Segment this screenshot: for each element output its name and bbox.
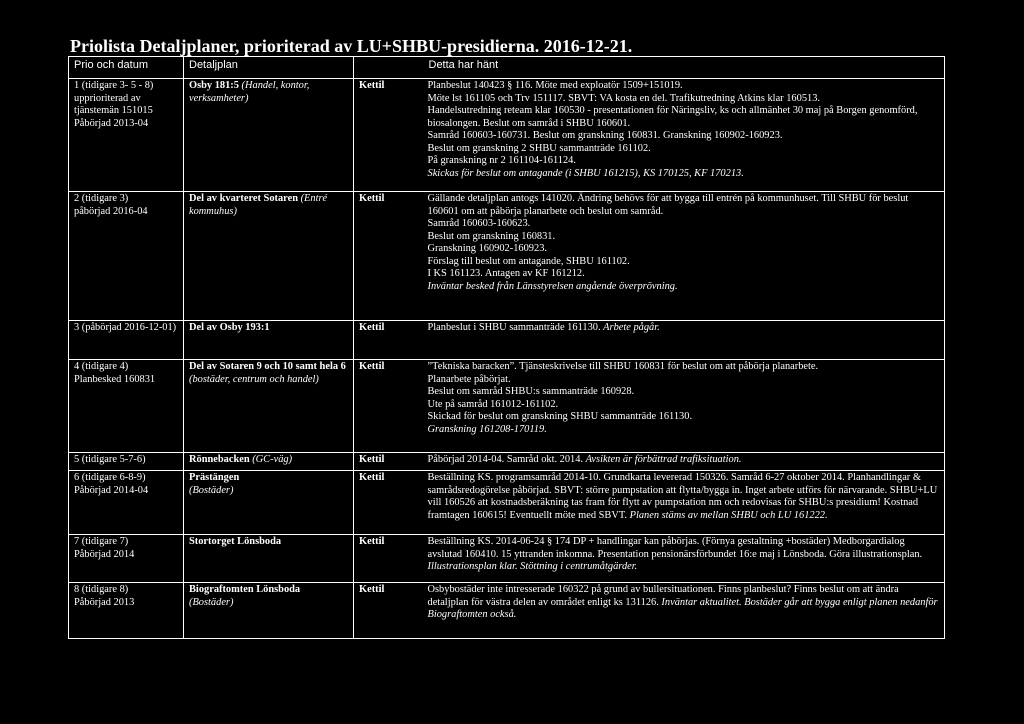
event-line: Skickad för beslut om granskning SHBU sammanträde 161130. [427,411,693,422]
event-text: Osbybostäder inte intresserade 160322 på grund av bullersituationen. Finns planbeslut? Finns beslut om att ändra detaljplan för västra delen av området enligt ks 131126. [427,584,899,608]
table-row [69,192,945,321]
event-line: Planarbete påbörjat. [427,373,511,385]
events-cell [424,583,945,639]
plan-note: (Entré kommuhus) [189,193,328,217]
plan-name: Stortorget Lönsboda [189,536,282,547]
plan-cell [184,79,354,192]
prio-cell [69,192,184,321]
event-line: Beslut om granskning 2 SHBU sammanträde 161102. [427,142,651,154]
events-cell [424,471,945,535]
plan-cell [184,535,354,583]
event-line: Möte lst 161105 och Trv 151117. SBVT: VA kosta en del. Trafikutredning Atkins klar 160513. [427,92,821,104]
prio-line: 5 (tidigare 5-7-6) [74,454,146,465]
event-text: Beställning KS. 2014-06-24 § 174 DP + handlingar kan påbörjas. (Förnya gestaltning +bostäder) Medborgardialog avslutad 160410. 15 yttranden inkomna. Presentation pensionärsförbundet 16:e maj i Lönsboda. Göra illustrationsplan. [427,536,923,560]
header-events: Detta har hänt [424,57,945,79]
events-cell [424,79,945,192]
table-row [69,535,945,583]
event-line: ”Tekniska baracken”. Tjänsteskrivelse till SHBU 160831 för beslut om att påbörja planarbete. [427,361,819,372]
plan-name: Del av kvarteret Sotaren [189,193,298,204]
table-row [69,583,945,639]
event-status: Avsikten är förbättrad trafiksituation. [585,454,742,465]
event-line: Gällande detaljplan antogs 141020. Ändring behövs för att bygga till entrén på kommunhuset. Till SHBU för beslut 160601 om att påbörja planarbete och beslut om samråd. [427,193,909,217]
plan-cell [184,583,354,639]
header-author [354,57,424,79]
event-status: Inväntar aktualitet. Bostäder går att bygga enligt planen nedanför Biograftomten också. [427,596,938,620]
author-cell: Kettil [354,192,424,321]
event-line: Beslut om samråd SHBU:s sammanträde 160928. [427,386,635,397]
plan-name: Osby 181:5 [189,80,239,91]
events-cell [424,453,945,471]
plan-name: Prästängen [189,472,240,483]
events-cell [424,192,945,321]
prio-cell [69,471,184,535]
event-line: Beslut om granskning 160831. [427,230,556,242]
event-line: Samråd 160603-160731. Beslut om granskning 160831. Granskning 160902-160923. [427,130,783,141]
table-row [69,360,945,453]
prio-line: Påbörjad 2013-04 [74,117,149,129]
plan-name: Del av Osby 193:1 [189,322,270,333]
plan-note: (Bostäder) [189,596,234,608]
events-cell [424,321,945,360]
event-line: Granskning 161208-170119. [427,423,547,435]
event-line: Inväntar besked från Länsstyrelsen angående överprövning. [427,280,678,292]
prio-line: 6 (tidigare 6-8-9) [74,472,146,483]
author-cell: Kettil [354,360,424,453]
event-line: Skickas för beslut om antagande (i SHBU 161215), KS 170125, KF 170213. [427,167,744,179]
author-cell: Kettil [354,583,424,639]
event-text: Påbörjad 2014-04. Samråd okt. 2014. [427,454,586,465]
plan-note: (Handel, kontor, verksamheter) [189,80,310,104]
event-status: Illustrationsplan klar. Stöttning i centrumåtgärder. [427,561,638,572]
plan-cell [184,321,354,360]
table-row [69,471,945,535]
prio-line: Påbörjad 2014 [74,548,135,560]
page-title: Priolista Detaljplaner, prioriterad av LU+SHBU-presidierna. 2016-12-21. [70,36,633,56]
prio-line: Planbesked 160831 [74,373,156,385]
event-line: Handelsutredning reteam klar 160530 - presentationen för Näringsliv, ks och allmänhet 30 maj på Borgen genomförd, biosalongen. Beslut om samråd i SHBU 160601. [427,105,918,129]
plan-cell [184,471,354,535]
event-line: Granskning 160902-160923. [427,243,547,254]
prio-cell [69,453,184,471]
event-text: Planbeslut i SHBU sammanträde 161130. [427,322,604,333]
prio-cell [69,321,184,360]
plan-cell [184,453,354,471]
plan-name: Rönnebacken [189,454,250,465]
header-prio: Prio och datum [69,57,184,79]
prio-cell [69,535,184,583]
author-cell: Kettil [354,453,424,471]
table-row [69,79,945,192]
event-line: På granskning nr 2 161104-161124. [427,155,576,166]
prio-line: 8 (tidigare 8) [74,584,129,595]
prio-line: upprioriterad av [74,92,141,104]
event-line: Samråd 160603-160623. [427,218,531,229]
event-line: Ute på samråd 161012-161102. [427,398,559,410]
prio-line: 4 (tidigare 4) [74,361,129,372]
prio-line: Påbörjad 2014-04 [74,484,149,496]
prio-cell [69,360,184,453]
author-cell: Kettil [354,79,424,192]
author-cell: Kettil [354,321,424,360]
header-row [69,57,945,79]
prio-line: 2 (tidigare 3) [74,193,129,204]
event-text: Beställning KS. programsamråd 2014-10. Grundkarta levererad 150326. Samråd 6-27 oktober 2014. Planhandlingar & samrådsredogörelse påbörjad. SBVT: större pumpstation att flytta/bygga in. Inget arbete utförs för närvarande. SHBU+LU vill 160526 att kostnadsberäkning tas fram för flytt av pumpstation nm och redovisas för SHBU:s presidium! Kostnad framtagen 160615! Eventuellt möte med SBVT. [427,472,938,521]
events-cell [424,535,945,583]
event-line: Planbeslut 140423 § 116. Möte med exploatör 1509+151019. [427,80,683,91]
prio-line: 3 (påbörjad 2016-12-01) [74,322,177,333]
event-line: I KS 161123. Antagen av KF 161212. [427,268,585,279]
prio-cell [69,583,184,639]
plan-cell [184,192,354,321]
prio-line: Påbörjad 2013 [74,596,135,608]
plan-cell [184,360,354,453]
event-status: Arbete pågår. [603,322,660,333]
prio-line: 7 (tidigare 7) [74,536,129,547]
plan-name: Biograftomten Lönsboda [189,584,301,595]
header-plan: Detaljplan [184,57,354,79]
table-row [69,321,945,360]
prio-cell [69,79,184,192]
plan-name: Del av Sotaren 9 och 10 samt hela 6 [189,361,346,372]
table-row [69,453,945,471]
author-cell: Kettil [354,471,424,535]
prio-line: tjänstemän 151015 [74,105,153,116]
prio-line: påbörjad 2016-04 [74,205,148,217]
plan-note: (Bostäder) [189,484,234,496]
prio-line: 1 (tidigare 3- 5 - 8) [74,80,154,91]
priority-table [68,56,945,639]
plan-note: (GC-väg) [249,454,293,465]
event-line: Förslag till beslut om antagande, SHBU 161102. [427,255,630,267]
event-status: Planen stäms av mellan SHBU och LU 161222. [629,509,828,521]
plan-note: (bostäder, centrum och handel) [189,373,319,385]
author-cell: Kettil [354,535,424,583]
events-cell [424,360,945,453]
